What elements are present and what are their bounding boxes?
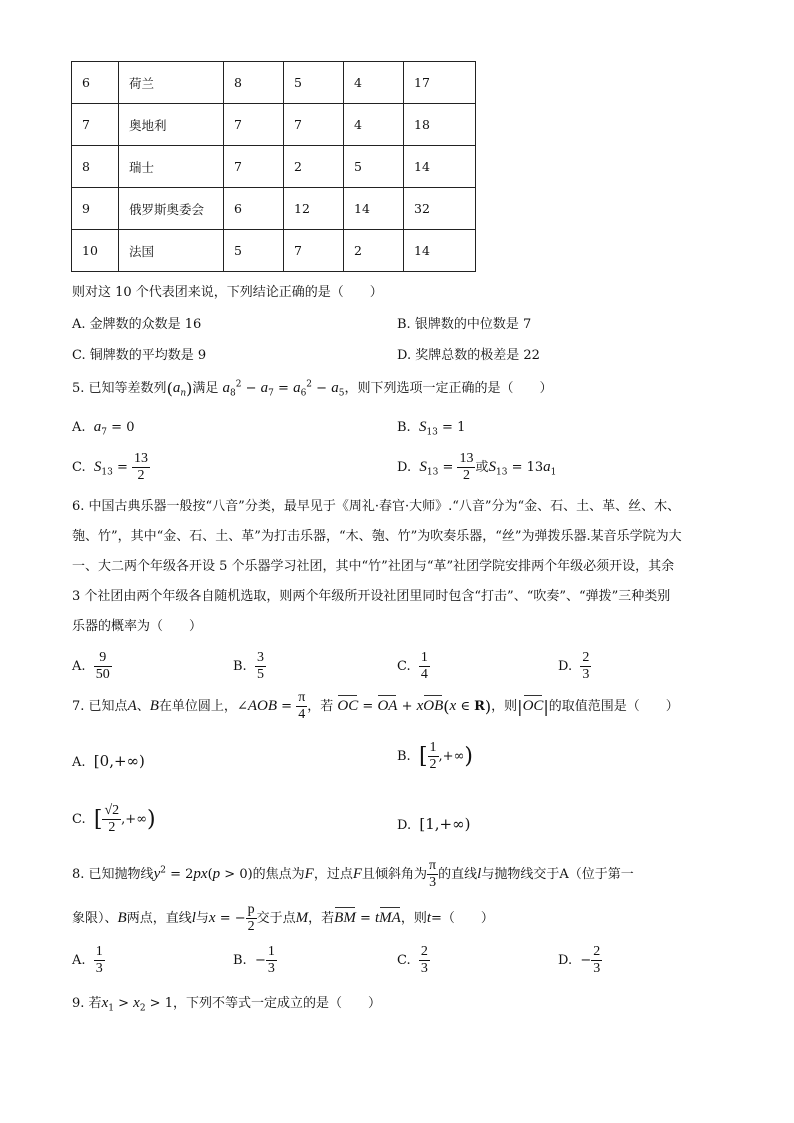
table-cell: 32 bbox=[404, 188, 476, 230]
table-cell: 俄罗斯奥委会 bbox=[119, 188, 224, 230]
q7-option-d: D. [1,+∞) bbox=[397, 815, 471, 833]
table-cell: 9 bbox=[72, 188, 119, 230]
table-row bbox=[72, 104, 476, 146]
table-cell: 14 bbox=[344, 188, 404, 230]
q4-option-d: D. 奖牌总数的极差是 22 bbox=[397, 348, 540, 363]
table-cell: 6 bbox=[224, 188, 284, 230]
table-cell: 5 bbox=[284, 62, 344, 104]
table-cell: 法国 bbox=[119, 230, 224, 272]
q5-stem: 5. 已知等差数列$(a_n)$满足 $a_8^2 - a_7 = a_6^2 - a_5$，则下列选项一定正确的是（ ） bbox=[72, 379, 553, 399]
table-cell: 4 bbox=[344, 62, 404, 104]
q6-option-c: C. $\frac{1}{4}$ bbox=[397, 650, 428, 682]
q6-option-d: D. $\frac{2}{3}$ bbox=[558, 650, 590, 682]
table-cell: 5 bbox=[224, 230, 284, 272]
q7-stem: 7. 已知点A、B在单位圆上，∠AOB = $\frac{\pi}{4}$ ，若 OC = OA + xOB(x ∈ R)，则|OC|的取值范围是（ ） bbox=[72, 690, 679, 722]
q5-option-d: D. $S_{13}$ = $\frac{13}{2}$ 或$S_{13} = 13a_1$ bbox=[397, 451, 557, 483]
table-cell: 2 bbox=[344, 230, 404, 272]
q7-option-a: A. [0,+∞) bbox=[72, 752, 145, 770]
table-row bbox=[72, 62, 476, 104]
q6-stem: 6. 中国古典乐器一般按“八音”分类，最早见于《周礼·春官·大师》.“八音”分为“金、石、土、革、丝、木、 匏、竹”，其中“金、石、土、革”为打击乐器，“木、匏、竹”为吹奏乐器，“丝”为弹拨乐器.某音乐学院为大 一、大二两个年级各开设 5 个乐器学习社团，其中“竹”社团与“革”社团学院安排两个年级必须开设，其余 3 个社团由两个年级各自随机选取，则两个年级所开设社团里同时包含“打击”、“吹奏”、“弹拨”三种类别 乐器的概率为（ ） bbox=[72, 499, 682, 634]
q8-option-a: A. $\frac{1}{3}$ bbox=[72, 944, 103, 976]
table-cell: 4 bbox=[344, 104, 404, 146]
table-cell: 奥地利 bbox=[119, 104, 224, 146]
q5-option-c: C. $S_{13}$ = $\frac{13}{2}$ bbox=[72, 451, 149, 483]
q8-stem-line2: 象限）、B两点，直线l与x = − $\frac{p}{2}$ 交于点M，若BM = tMA，则t=（ ） bbox=[72, 902, 494, 934]
q7-option-c: C. [ $\frac{√2}{2}$ ,+∞) bbox=[72, 803, 156, 835]
q8-option-d: D. − $\frac{2}{3}$ bbox=[558, 944, 601, 976]
table-cell: 6 bbox=[72, 62, 119, 104]
table-cell: 瑞士 bbox=[119, 146, 224, 188]
table-cell: 12 bbox=[284, 188, 344, 230]
q5-option-a: A. $a_7 = 0$ bbox=[72, 419, 135, 438]
q5-option-b: B. $S_{13} = 1$ bbox=[397, 419, 466, 438]
table-cell: 7 bbox=[224, 104, 284, 146]
table-row bbox=[72, 146, 476, 188]
table-cell: 10 bbox=[72, 230, 119, 272]
table-cell: 18 bbox=[404, 104, 476, 146]
table-cell: 7 bbox=[72, 104, 119, 146]
q4-option-a: A. 金牌数的众数是 16 bbox=[72, 317, 202, 332]
medal-table bbox=[71, 61, 476, 272]
table-cell: 14 bbox=[404, 146, 476, 188]
q8-stem-line1: 8. 已知抛物线$y^2 = 2px(p > 0)$的焦点为F，过点F且倾斜角为 $\frac{\pi}{3}$ 的直线l与抛物线交于A（位于第一 bbox=[72, 858, 634, 890]
table-cell: 荷兰 bbox=[119, 62, 224, 104]
table-row bbox=[72, 188, 476, 230]
table-cell: 8 bbox=[224, 62, 284, 104]
q8-option-c: C. $\frac{2}{3}$ bbox=[397, 944, 428, 976]
q4-option-b: B. 银牌数的中位数是 7 bbox=[397, 317, 532, 332]
q8-option-b: B. − $\frac{1}{3}$ bbox=[233, 944, 275, 976]
table-cell: 7 bbox=[284, 104, 344, 146]
q6-option-a: A. $\frac{9}{50}$ bbox=[72, 650, 110, 682]
table-cell: 2 bbox=[284, 146, 344, 188]
table-cell: 14 bbox=[404, 230, 476, 272]
q4-option-c: C. 铜牌数的平均数是 9 bbox=[72, 348, 207, 363]
q9-stem: 9. 若$x_1 > x_2 > 1$，下列不等式一定成立的是（ ） bbox=[72, 995, 381, 1014]
table-cell: 17 bbox=[404, 62, 476, 104]
q7-option-b: B. [ $\frac{1}{2}$ ,+∞) bbox=[397, 740, 473, 772]
q4-stem: 则对这 10 个代表团来说，下列结论正确的是（ ） bbox=[72, 285, 383, 300]
q6-option-b: B. $\frac{3}{5}$ bbox=[233, 650, 264, 682]
table-cell: 7 bbox=[224, 146, 284, 188]
table-cell: 8 bbox=[72, 146, 119, 188]
table-cell: 7 bbox=[284, 230, 344, 272]
table-cell: 5 bbox=[344, 146, 404, 188]
table-row bbox=[72, 230, 476, 272]
